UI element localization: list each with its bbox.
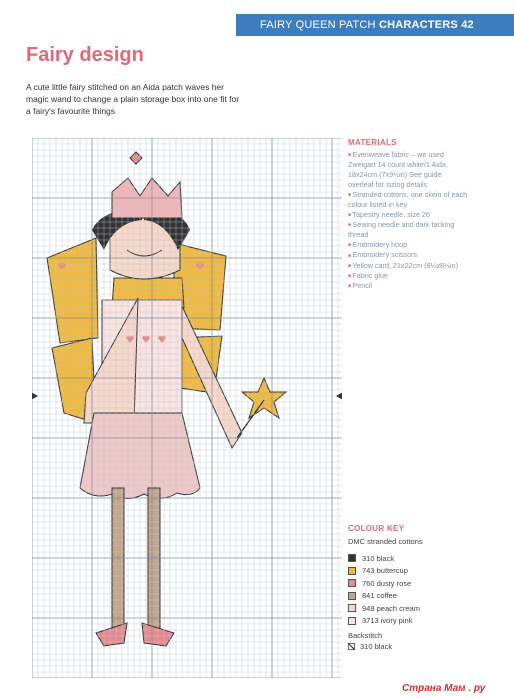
- thread-swatch: [348, 554, 356, 562]
- thread-label: 841 coffee: [362, 591, 397, 601]
- materials-item: ■ Embroidery scissors: [348, 250, 468, 260]
- backstitch-row: [348, 640, 488, 653]
- materials-item: ■ Pencil: [348, 281, 468, 291]
- cross-stitch-chart: [32, 138, 342, 678]
- materials-item: ■ Embroidery hoop: [348, 240, 468, 250]
- backstitch-label: 310 black: [360, 641, 393, 651]
- watermark: Страна Мам . ру: [402, 683, 486, 694]
- page-title: Fairy design: [26, 44, 144, 66]
- colour-key: [348, 524, 488, 653]
- thread-row: [348, 615, 488, 628]
- materials-item: ■ Tapestry needle, size 26: [348, 210, 468, 220]
- header-page-number: 42: [461, 19, 474, 31]
- thread-swatch: [348, 592, 356, 600]
- thread-row: [348, 552, 488, 565]
- materials-item: ■ Fabric glue: [348, 271, 468, 281]
- thread-row: [348, 577, 488, 590]
- page-header: [236, 14, 514, 36]
- thread-swatch: [348, 617, 356, 625]
- thread-label: 3713 ivory pink: [362, 616, 413, 626]
- thread-swatch: [348, 567, 356, 575]
- thread-row: [348, 590, 488, 603]
- colour-key-heading: COLOUR KEY: [348, 524, 405, 533]
- materials-list: [348, 138, 468, 291]
- materials-item: ■ Yellow card, 21x22cm (8¼x8½in): [348, 261, 468, 271]
- thread-label: 743 buttercup: [362, 566, 408, 576]
- thread-swatch: [348, 604, 356, 612]
- materials-heading: MATERIALS: [348, 138, 397, 147]
- backstitch-heading: Backstitch: [348, 631, 383, 640]
- backstitch-icon: [348, 643, 355, 650]
- colour-key-subheading: DMC stranded cottons: [348, 537, 423, 546]
- intro-text: A cute little fairy stitched on an Aida patch waves her magic wand to change a plain storage box into one fit for a fairy's favourite things: [26, 82, 240, 116]
- thread-label: 948 peach cream: [362, 603, 420, 613]
- materials-item: ■ Sewing needle and dark tacking thread: [348, 220, 468, 240]
- thread-label: 760 dusty rose: [362, 578, 412, 588]
- materials-item: ■ Evenweave fabric – we used Zweigart 14 count white/1 Aida, 18x24cm (7x9½in) See guide overleaf for sizing details: [348, 150, 468, 190]
- header-chapter: CHARACTERS: [378, 19, 458, 31]
- header-section: FAIRY QUEEN PATCH: [260, 19, 376, 31]
- chart-svg: [32, 138, 342, 678]
- thread-swatch: [348, 579, 356, 587]
- thread-row: [348, 602, 488, 615]
- thread-label: 310 black: [362, 553, 395, 563]
- materials-item: ■ Stranded cottons, one skein of each colour listed in key: [348, 190, 468, 210]
- thread-row: [348, 565, 488, 578]
